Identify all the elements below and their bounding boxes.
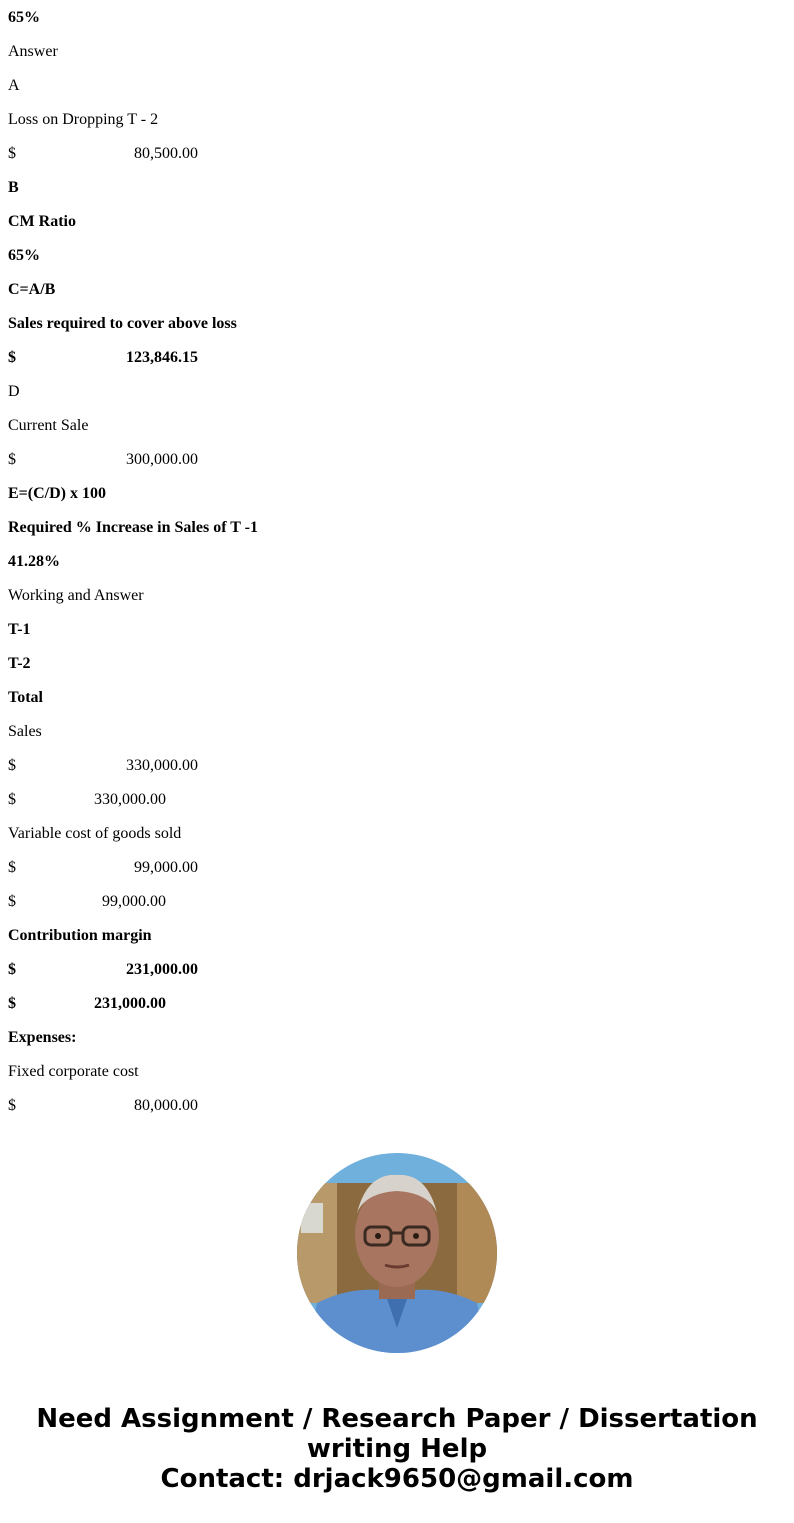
amount-value: 330,000.00: [126, 757, 198, 774]
currency-symbol: $: [8, 859, 16, 876]
amount-value: 123,846.15: [126, 349, 198, 366]
amount-value: 330,000.00: [94, 791, 166, 808]
amount-line: [8, 858, 198, 878]
text-line: Fixed corporate cost: [8, 1063, 139, 1080]
amount-value: 300,000.00: [126, 451, 198, 468]
text-line: Sales required to cover above loss: [8, 315, 237, 332]
amount-line: [8, 756, 198, 776]
text-line: Sales: [8, 723, 42, 740]
amount-value: 231,000.00: [94, 995, 166, 1012]
text-line: D: [8, 383, 20, 400]
text-line: Loss on Dropping T - 2: [8, 111, 159, 128]
text-line: Expenses:: [8, 1029, 77, 1046]
currency-symbol: $: [8, 961, 16, 978]
text-line: T-2: [8, 655, 31, 672]
amount-value: 99,000.00: [102, 893, 166, 910]
promo-line-2: writing Help: [306, 1434, 488, 1464]
amount-line: [8, 790, 166, 810]
amount-line: [8, 450, 198, 470]
amount-line: [8, 348, 198, 368]
promo-banner: [0, 1404, 794, 1494]
text-line: A: [8, 77, 20, 94]
text-line: T-1: [8, 621, 31, 638]
text-line: Current Sale: [8, 417, 89, 434]
amount-line: [8, 960, 198, 980]
text-line: Required % Increase in Sales of T -1: [8, 519, 258, 536]
text-line: B: [8, 179, 19, 196]
currency-symbol: $: [8, 995, 16, 1012]
text-line: C=A/B: [8, 281, 56, 298]
avatar: [297, 1153, 497, 1353]
currency-symbol: $: [8, 349, 16, 366]
currency-symbol: $: [8, 757, 16, 774]
text-line: Contribution margin: [8, 927, 152, 944]
amount-line: [8, 1096, 198, 1116]
text-line: CM Ratio: [8, 213, 76, 230]
text-line: Answer: [8, 43, 58, 60]
amount-line: [8, 994, 166, 1014]
amount-value: 99,000.00: [134, 859, 198, 876]
amount-value: 80,000.00: [134, 1097, 198, 1114]
currency-symbol: $: [8, 451, 16, 468]
promo-line-1: Need Assignment / Research Paper / Dissertation: [36, 1404, 758, 1434]
currency-symbol: $: [8, 893, 16, 910]
tutor-portrait-photo-icon: [297, 1153, 497, 1353]
amount-value: 80,500.00: [134, 145, 198, 162]
amount-line: [8, 892, 166, 912]
currency-symbol: $: [8, 1097, 16, 1114]
text-line: Variable cost of goods sold: [8, 825, 182, 842]
text-line: 65%: [8, 247, 40, 264]
amount-value: 231,000.00: [126, 961, 198, 978]
text-line: 65%: [8, 9, 40, 26]
text-line: Total: [8, 689, 43, 706]
text-line: 41.28%: [8, 553, 60, 570]
text-line: Working and Answer: [8, 587, 144, 604]
text-line: E=(C/D) x 100: [8, 485, 106, 502]
currency-symbol: $: [8, 145, 16, 162]
currency-symbol: $: [8, 791, 16, 808]
promo-contact: Contact: drjack9650@gmail.com: [160, 1464, 634, 1494]
amount-line: [8, 144, 198, 164]
